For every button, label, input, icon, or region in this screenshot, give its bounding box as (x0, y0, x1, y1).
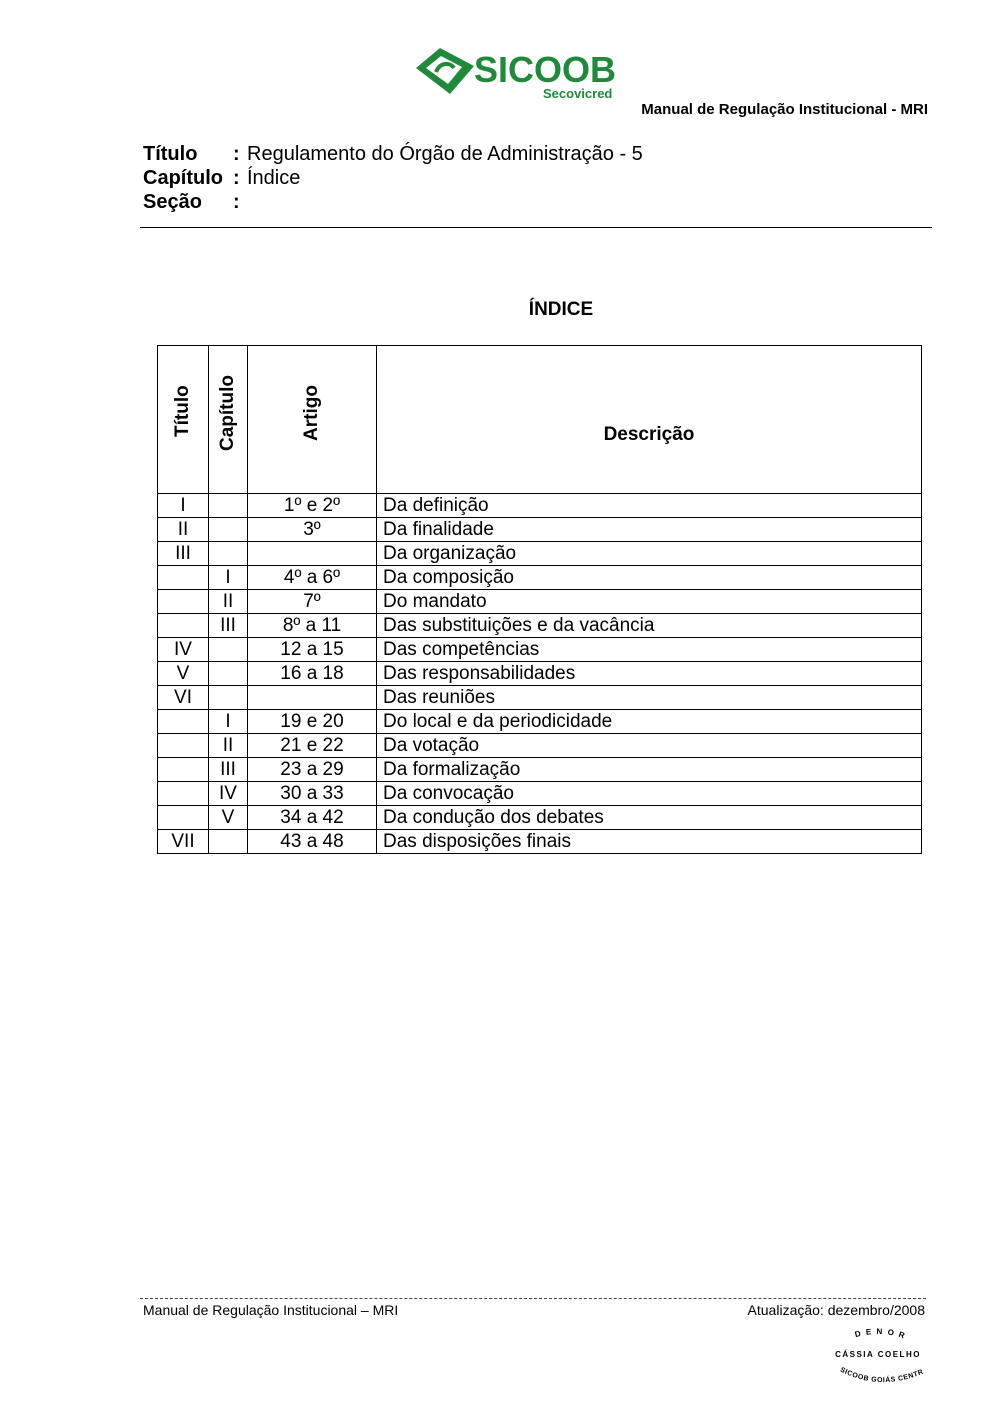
cell-artigo: 34 a 42 (248, 806, 377, 830)
header-divider (140, 227, 932, 228)
cell-artigo: 16 a 18 (248, 662, 377, 686)
cell-descricao: Da composição (377, 566, 922, 590)
header-capitulo-text: Capítulo (217, 375, 238, 451)
footer-update: Atualização: dezembro/2008 (747, 1302, 925, 1318)
table-row (158, 782, 922, 806)
header-artigo (248, 346, 377, 494)
cell-titulo: V (158, 662, 209, 686)
table-row (158, 494, 922, 518)
index-table-header (158, 346, 922, 494)
cell-titulo (158, 590, 209, 614)
signature-stamp (828, 1326, 928, 1394)
svg-text:DENOR (854, 1327, 911, 1342)
table-row (158, 806, 922, 830)
meta-colon: : (233, 143, 240, 165)
cell-artigo: 7º (248, 590, 377, 614)
cell-capitulo (209, 830, 248, 854)
cell-titulo (158, 782, 209, 806)
footer-divider (140, 1298, 926, 1299)
meta-capitulo-row (143, 166, 643, 190)
cell-descricao: Da definição (377, 494, 922, 518)
cell-titulo: IV (158, 638, 209, 662)
cell-descricao: Do local e da periodicidade (377, 710, 922, 734)
cell-artigo: 4º a 6º (248, 566, 377, 590)
cell-titulo (158, 566, 209, 590)
table-row (158, 710, 922, 734)
titulo-label: Título (143, 143, 198, 165)
meta-titulo-row (143, 142, 643, 166)
cell-descricao: Da votação (377, 734, 922, 758)
cell-descricao: Das substituições e da vacância (377, 614, 922, 638)
table-row (158, 758, 922, 782)
header-titulo-text: Título (172, 385, 193, 437)
table-row (158, 590, 922, 614)
sicoob-logo (412, 44, 632, 100)
cell-artigo: 23 a 29 (248, 758, 377, 782)
table-row (158, 662, 922, 686)
header-titulo (158, 346, 209, 494)
cell-capitulo (209, 638, 248, 662)
footer-manual: Manual de Regulação Institucional – MRI (143, 1302, 399, 1318)
capitulo-label: Capítulo (143, 167, 223, 189)
cell-titulo: VI (158, 686, 209, 710)
cell-capitulo (209, 542, 248, 566)
cell-capitulo: I (209, 710, 248, 734)
cell-artigo (248, 542, 377, 566)
table-row (158, 686, 922, 710)
cell-capitulo: III (209, 758, 248, 782)
cell-artigo: 30 a 33 (248, 782, 377, 806)
cell-descricao: Da convocação (377, 782, 922, 806)
document-meta (143, 142, 643, 214)
cell-descricao: Da finalidade (377, 518, 922, 542)
cell-descricao: Das reuniões (377, 686, 922, 710)
stamp-bottom: SICOOB GOIÁS CENTR (838, 1366, 925, 1385)
brand-name: SICOOB (474, 49, 617, 90)
table-row (158, 518, 922, 542)
cell-titulo (158, 710, 209, 734)
capitulo-value: Índice (247, 167, 301, 189)
cell-capitulo: II (209, 734, 248, 758)
cell-descricao: Da formalização (377, 758, 922, 782)
cell-artigo: 12 a 15 (248, 638, 377, 662)
index-table-body (158, 494, 922, 854)
cell-titulo (158, 614, 209, 638)
header-capitulo (209, 346, 248, 494)
meta-colon: : (233, 191, 240, 213)
cell-descricao: Das disposições finais (377, 830, 922, 854)
cell-artigo: 8º a 11 (248, 614, 377, 638)
cell-titulo: I (158, 494, 209, 518)
cell-capitulo: I (209, 566, 248, 590)
table-row (158, 566, 922, 590)
stamp-top: DENOR (854, 1326, 911, 1342)
cell-artigo: 43 a 48 (248, 830, 377, 854)
cell-descricao: Da condução dos debates (377, 806, 922, 830)
cell-titulo (158, 758, 209, 782)
index-heading: ÍNDICE (528, 299, 594, 320)
table-row (158, 542, 922, 566)
cell-capitulo (209, 518, 248, 542)
secao-label: Seção (143, 191, 202, 213)
table-row (158, 734, 922, 758)
cell-artigo: 3º (248, 518, 377, 542)
cell-artigo (248, 686, 377, 710)
header-artigo-text: Artigo (301, 385, 322, 441)
cell-titulo (158, 806, 209, 830)
cell-artigo: 1º e 2º (248, 494, 377, 518)
table-row (158, 614, 922, 638)
cell-titulo: III (158, 542, 209, 566)
cell-descricao: Do mandato (377, 590, 922, 614)
table-row (158, 830, 922, 854)
meta-secao-row (143, 190, 643, 214)
index-table (157, 345, 922, 854)
cell-capitulo: IV (209, 782, 248, 806)
cell-capitulo: III (209, 614, 248, 638)
titulo-value: Regulamento do Órgão de Administração - 5 (247, 143, 643, 165)
cell-titulo (158, 734, 209, 758)
cell-capitulo (209, 494, 248, 518)
cell-capitulo (209, 662, 248, 686)
table-row (158, 638, 922, 662)
brand-sub: Secovicred (543, 86, 613, 100)
cell-titulo: II (158, 518, 209, 542)
cell-descricao: Das competências (377, 638, 922, 662)
stamp-name: CÁSSIA COELHO (835, 1350, 921, 1359)
cell-descricao: Das responsabilidades (377, 662, 922, 686)
manual-title: Manual de Regulação Institucional - MRI (641, 101, 928, 118)
cell-capitulo: V (209, 806, 248, 830)
meta-colon: : (233, 167, 240, 189)
header-descricao: Descrição (377, 346, 922, 494)
cell-titulo: VII (158, 830, 209, 854)
cell-capitulo (209, 686, 248, 710)
cell-artigo: 21 e 22 (248, 734, 377, 758)
cell-artigo: 19 e 20 (248, 710, 377, 734)
cell-capitulo: II (209, 590, 248, 614)
cell-descricao: Da organização (377, 542, 922, 566)
